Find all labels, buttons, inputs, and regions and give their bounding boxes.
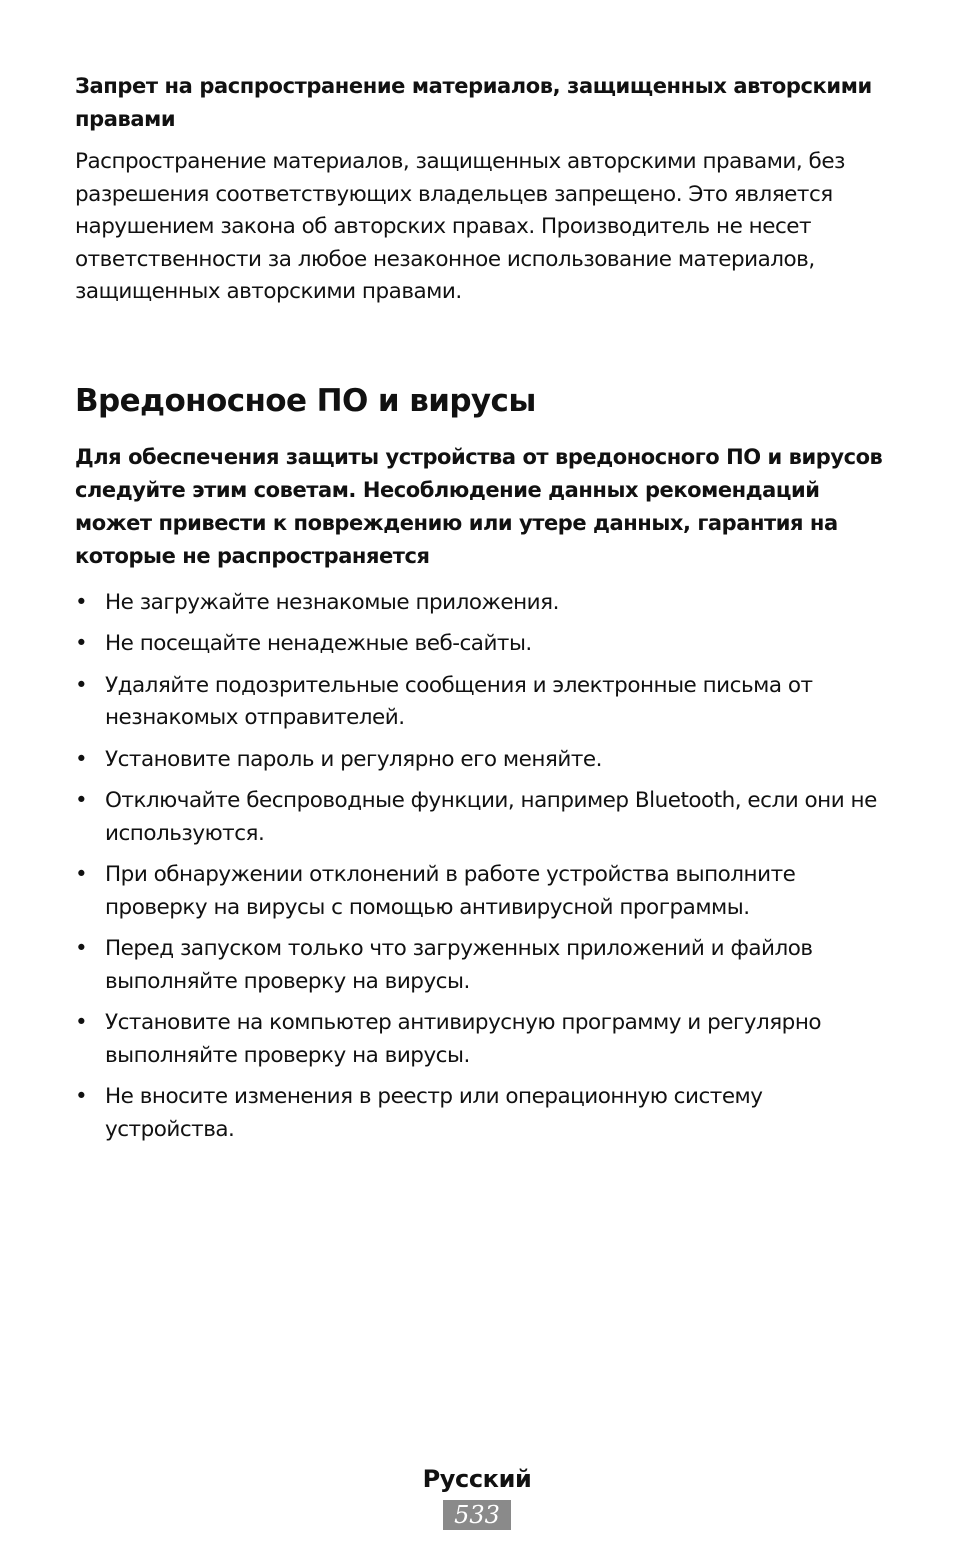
tip-text: Установите пароль и регулярно его меняйте. bbox=[105, 746, 602, 772]
malware-intro: Для обеспечения защиты устройства от вредоносного ПО и вирусов следуйте этим советам. Несоблюдение данных рекомендаций может привести к повреждению или утере данных, гарантия на которые не распространяется bbox=[75, 444, 883, 568]
list-item bbox=[75, 587, 885, 620]
bullet-icon: • bbox=[75, 788, 88, 813]
footer-language: Русский bbox=[422, 1465, 532, 1493]
bullet-icon: • bbox=[75, 936, 88, 961]
bullet-icon: • bbox=[75, 672, 88, 698]
list-item bbox=[75, 859, 885, 924]
page-content bbox=[75, 70, 885, 1155]
list-item bbox=[75, 670, 885, 735]
list-item bbox=[75, 628, 885, 661]
list-item bbox=[75, 1081, 885, 1146]
list-item bbox=[75, 744, 885, 777]
bullet-icon: • bbox=[75, 1084, 88, 1109]
bullet-icon: • bbox=[75, 631, 88, 656]
tip-text: Не посещайте ненадежные веб-сайты. bbox=[105, 631, 532, 656]
list-item bbox=[75, 1007, 885, 1072]
copyright-heading: Запрет на распространение материалов, защищенных авторскими правами bbox=[75, 74, 872, 131]
page-number: 533 bbox=[443, 1500, 511, 1530]
tip-text: Удаляйте подозрительные сообщения и электронные письма от незнакомых отправителей. bbox=[105, 672, 813, 730]
bullet-icon: • bbox=[75, 1010, 88, 1035]
copyright-paragraph: Распространение материалов, защищенных авторскими правами, без разрешения соответствующих владельцев запрещено. Это является нарушением закона об авторских правах. Производитель не несет ответственности за любое незаконное использование материалов, защищенных авторскими правами. bbox=[75, 149, 845, 304]
tip-text: Перед запуском только что загруженных приложений и файлов выполняйте проверку на вирусы. bbox=[105, 936, 813, 994]
tip-text: Установите на компьютер антивирусную программу и регулярно выполняйте проверку на вирусы. bbox=[105, 1010, 822, 1068]
page-footer bbox=[0, 1462, 954, 1530]
list-item bbox=[75, 933, 885, 998]
tips-list bbox=[75, 587, 885, 1147]
list-item bbox=[75, 785, 885, 850]
section-title: Вредоносное ПО и вирусы bbox=[75, 382, 536, 419]
tip-text: Отключайте беспроводные функции, например Bluetooth, если они не используются. bbox=[105, 788, 877, 846]
tip-text: При обнаружении отклонений в работе устройства выполните проверку на вирусы с помощью антивирусной программы. bbox=[105, 862, 796, 920]
bullet-icon: • bbox=[75, 746, 88, 772]
bullet-icon: • bbox=[75, 862, 88, 887]
bullet-icon: • bbox=[75, 589, 88, 615]
tip-text: Не вносите изменения в реестр или операционную систему устройства. bbox=[105, 1084, 763, 1142]
tip-text: Не загружайте незнакомые приложения. bbox=[105, 589, 559, 615]
